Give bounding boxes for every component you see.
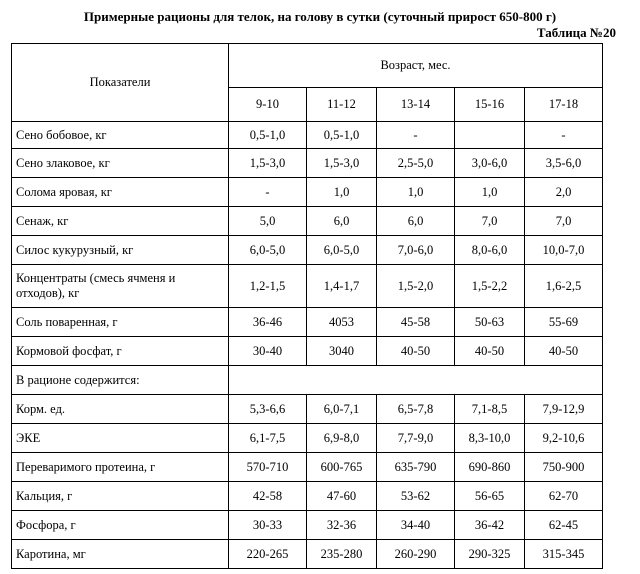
row-label: Кормовой фосфат, г: [12, 337, 229, 366]
table-row: [12, 337, 603, 366]
row-label: Силос кукурузный, кг: [12, 236, 229, 265]
table-row: [12, 122, 603, 149]
table-row: [12, 207, 603, 236]
row-label: ЭКЕ: [12, 424, 229, 453]
table-cell: -: [229, 178, 307, 207]
row-label: Соль поваренная, г: [12, 308, 229, 337]
table-cell: 1,6-2,5: [525, 265, 603, 308]
table-cell: 36-42: [455, 511, 525, 540]
table-cell: 570-710: [229, 453, 307, 482]
indicator-header: Показатели: [12, 44, 229, 122]
table-row: [12, 540, 603, 569]
table-number: Таблица №20: [536, 25, 616, 40]
table-cell: 1,5-3,0: [229, 149, 307, 178]
table-cell: 6,1-7,5: [229, 424, 307, 453]
table-cell: 2,0: [525, 178, 603, 207]
table-cell: 7,0: [525, 207, 603, 236]
table-cell: 9,2-10,6: [525, 424, 603, 453]
row-label: Каротина, мг: [12, 540, 229, 569]
table-cell: 42-58: [229, 482, 307, 511]
table-row: [12, 453, 603, 482]
row-label: Сенаж, кг: [12, 207, 229, 236]
table-cell: [455, 122, 525, 149]
table-cell: 750-900: [525, 453, 603, 482]
section-row: [12, 366, 603, 395]
table-cell: 3,0-6,0: [455, 149, 525, 178]
table-cell: 1,0: [377, 178, 455, 207]
table-cell: 0,5-1,0: [229, 122, 307, 149]
table-cell: 10,0-7,0: [525, 236, 603, 265]
table-row: [12, 149, 603, 178]
table-cell: 3,5-6,0: [525, 149, 603, 178]
table-row: [12, 424, 603, 453]
row-label: Концентраты (смесь ячменя и отходов), кг: [12, 265, 229, 308]
table-row: [12, 308, 603, 337]
age-column-header: 11-12: [307, 88, 377, 122]
table-cell: 40-50: [455, 337, 525, 366]
table-row: [12, 482, 603, 511]
table-cell: 600-765: [307, 453, 377, 482]
table-row: [12, 265, 603, 308]
row-label: Кальция, г: [12, 482, 229, 511]
table-title: Примерные рационы для телок, на голову в сутки (суточный прирост 650-800 г): [83, 9, 557, 24]
table-cell: 1,5-2,0: [377, 265, 455, 308]
table-cell: 7,1-8,5: [455, 395, 525, 424]
section-label: В рационе содержится:: [12, 366, 229, 395]
table-cell: -: [525, 122, 603, 149]
table-row: [12, 511, 603, 540]
row-label: Фосфора, г: [12, 511, 229, 540]
table-cell: 6,0-7,1: [307, 395, 377, 424]
row-label: Сено бобовое, кг: [12, 122, 229, 149]
section-empty-cell: [229, 366, 603, 395]
table-cell: 40-50: [525, 337, 603, 366]
table-row: [12, 178, 603, 207]
table-cell: 1,4-1,7: [307, 265, 377, 308]
table-cell: 30-40: [229, 337, 307, 366]
table-cell: 7,7-9,0: [377, 424, 455, 453]
row-label: Сено злаковое, кг: [12, 149, 229, 178]
table-cell: 290-325: [455, 540, 525, 569]
table-cell: 6,9-8,0: [307, 424, 377, 453]
table-cell: 62-70: [525, 482, 603, 511]
table-cell: 1,2-1,5: [229, 265, 307, 308]
table-cell: -: [377, 122, 455, 149]
table-cell: 55-69: [525, 308, 603, 337]
table-cell: 235-280: [307, 540, 377, 569]
table-cell: 30-33: [229, 511, 307, 540]
table-cell: 1,5-2,2: [455, 265, 525, 308]
table-cell: 6,0-5,0: [307, 236, 377, 265]
table-cell: 62-45: [525, 511, 603, 540]
table-cell: 7,9-12,9: [525, 395, 603, 424]
table-cell: 2,5-5,0: [377, 149, 455, 178]
table-cell: 56-65: [455, 482, 525, 511]
table-cell: 5,0: [229, 207, 307, 236]
table-cell: 3040: [307, 337, 377, 366]
table-cell: 7,0-6,0: [377, 236, 455, 265]
table-cell: 5,3-6,6: [229, 395, 307, 424]
age-column-header: 13-14: [377, 88, 455, 122]
table-cell: 0,5-1,0: [307, 122, 377, 149]
table-row: [12, 236, 603, 265]
table-cell: 50-63: [455, 308, 525, 337]
table-cell: 40-50: [377, 337, 455, 366]
table-cell: 47-60: [307, 482, 377, 511]
table-cell: 34-40: [377, 511, 455, 540]
table-cell: 6,5-7,8: [377, 395, 455, 424]
table-cell: 1,5-3,0: [307, 149, 377, 178]
table-cell: 690-860: [455, 453, 525, 482]
table-cell: 45-58: [377, 308, 455, 337]
table-row: [12, 395, 603, 424]
age-header: Возраст, мес.: [229, 44, 603, 88]
row-label: Солома яровая, кг: [12, 178, 229, 207]
table-cell: 4053: [307, 308, 377, 337]
table-cell: 53-62: [377, 482, 455, 511]
row-label: Переваримого протеина, г: [12, 453, 229, 482]
table-cell: 220-265: [229, 540, 307, 569]
table-cell: 6,0: [307, 207, 377, 236]
table-cell: 260-290: [377, 540, 455, 569]
age-column-header: 9-10: [229, 88, 307, 122]
table-cell: 7,0: [455, 207, 525, 236]
table-cell: 8,3-10,0: [455, 424, 525, 453]
ration-table: [11, 43, 603, 569]
row-label: Корм. ед.: [12, 395, 229, 424]
table-cell: 6,0: [377, 207, 455, 236]
table-cell: 8,0-6,0: [455, 236, 525, 265]
table-cell: 635-790: [377, 453, 455, 482]
table-cell: 315-345: [525, 540, 603, 569]
table-body: [12, 122, 603, 569]
age-column-header: 15-16: [455, 88, 525, 122]
table-cell: 6,0-5,0: [229, 236, 307, 265]
table-cell: 36-46: [229, 308, 307, 337]
table-cell: 1,0: [307, 178, 377, 207]
table-cell: 32-36: [307, 511, 377, 540]
age-column-header: 17-18: [525, 88, 603, 122]
table-cell: 1,0: [455, 178, 525, 207]
